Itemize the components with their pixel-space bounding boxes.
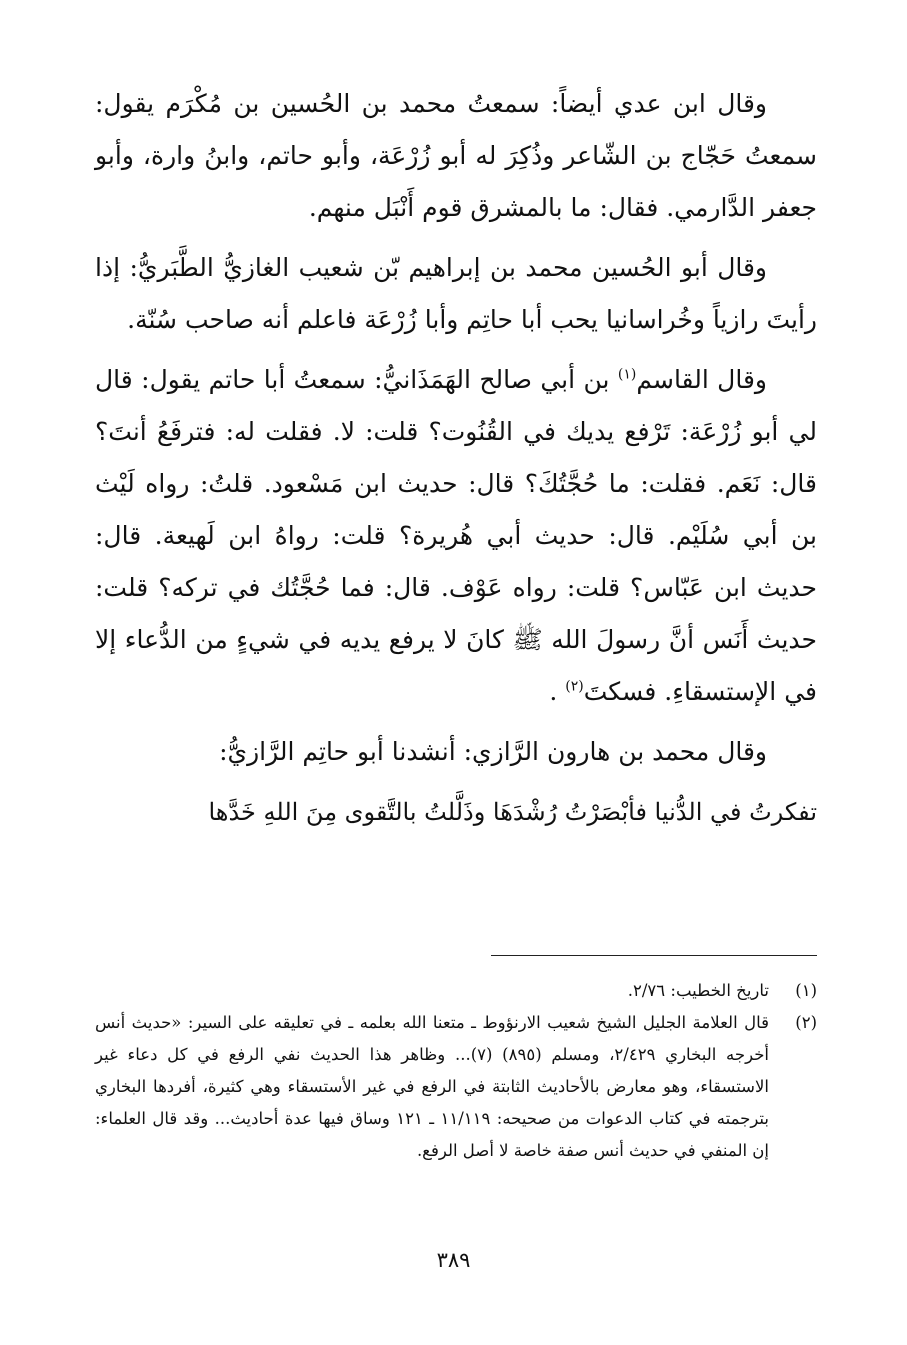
footnote-text: قال العلامة الجليل الشيخ شعيب الارنؤوط ـ متعنا الله بعلمه ـ في تعليقه على السير: «حديث أنس أخرجه البخاري ٢/٤٢٩، ومسلم (٨٩٥) (٧)... وظاهر هذا الحديث نفي الرفع في كل دعاء غير الاستسقاء، وهو معارض بالأحاديث الثابتة في الرفع في غير الأستسقاء وهي كثيرة، أفردها البخاري بترجمته في كتاب الدعوات من صحيحه: ١١/١١٩ ـ ١٢١ وساق فيها عدة أحاديث... وقد قال العلماء: إن المنفي في حديث أنس صفة خاصة لا أصل الرفع. [95,1013,769,1160]
main-text [95,78,817,846]
footnote-divider [491,955,817,956]
paragraph-al-qasim-end: . [549,677,566,706]
page-number: ٣٨٩ [436,1248,471,1272]
footnote-number: (١) [795,981,817,1000]
footnote-ref-1: (١) [617,366,637,383]
paragraph-al-qasim-start: وقال القاسم [636,365,767,394]
paragraph-ibn-adi: وقال ابن عدي أيضاً: سمعتُ محمد بن الحُسين بن مُكْرَم يقول: سمعتُ حَجّاج بن الشّاعر وذُكِرَ له أبو زُرْعَة، وأبو حاتم، وابنُ وارة، وأبو جعفر الدَّارمي. فقال: ما بالمشرق قوم أَنْبَل منهم. [95,89,817,222]
footnotes [95,975,817,1167]
paragraph-ibn-harun: وقال محمد بن هارون الرَّازي: أنشدنا أبو حاتِم الرَّازيُّ: [219,737,767,766]
footnote-text: تاريخ الخطيب: ٢/٧٦. [627,981,769,1000]
footnote-ref-2: (٢) [565,678,584,695]
footnote-1 [95,975,817,1007]
paragraph-abu-al-husayn: وقال أبو الحُسين محمد بن إبراهيم بّن شعيب الغازيُّ الطَّبَريُّ: إذا رأيتَ رازياً وخُراسانيا يحب أبا حاتِم وأبا زُرْعَة فاعلم أنه صاحب سُنّة. [95,253,817,334]
paragraph-al-qasim [95,354,817,718]
footnote-2 [95,1007,817,1167]
paragraph-al-qasim-body: بن أبي صالح الهَمَذَانيُّ: سمعتُ أبا حاتم يقول: قال لي أبو زُرْعَة: تَرْفع يديك في القُنُوت؟ قلت: لا. فقلت له: فترفَعُ أنتَ؟ قال: نَعَم. فقلت: ما حُجَّتُكَ؟ قال: حديث ابن مَسْعود. قلتُ: رواه لَيْث بن أبي سُلَيْم. قال: حديث أبي هُريرة؟ قلت: رواهُ ابن لَهيعة. قال: حديث ابن عَبّاس؟ قلت: رواه عَوْف. قال: فما حُجَّتُك في تركه؟ قلت: حديث أَنَس أنَّ رسولَ الله ﷺ كانَ لا يرفع يديه في شيءٍ من الدُّعاء إلا في الإستسقاءِ. فسكتَ [95,365,817,706]
poem-line: تفكرتُ في الدُّنيا فأبْصَرْتُ رُشْدَهَا وذَلَّلتُ بالتَّقوى مِنَ اللهِ خَدَّها [208,798,817,826]
footnote-number: (٢) [795,1013,817,1032]
